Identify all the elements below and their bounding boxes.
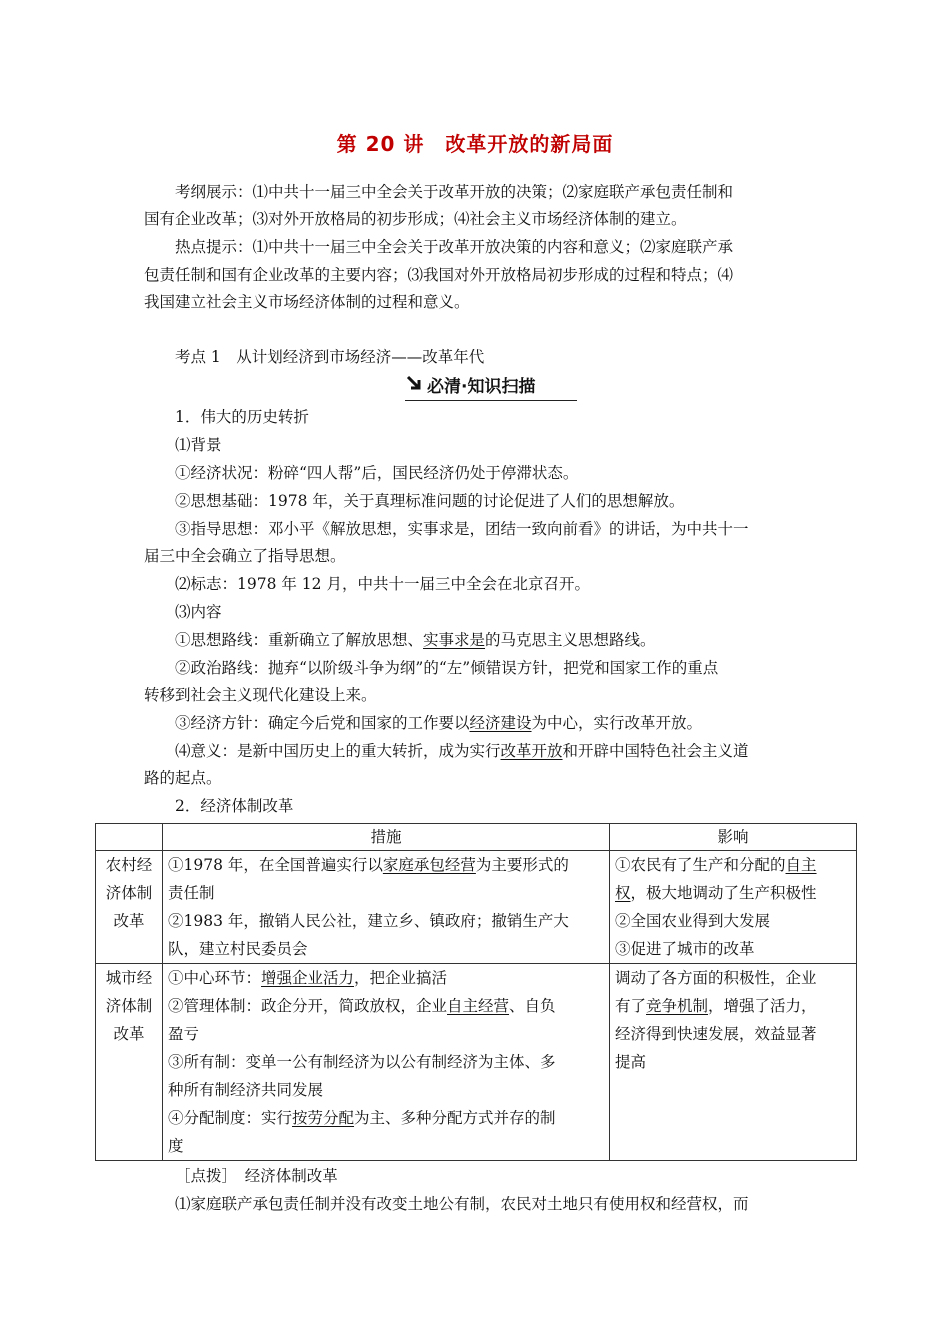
kaogang-line-2: 国有企业改革；⑶对外开放格局的初步形成；⑷社会主义市场经济体制的建立。 bbox=[144, 210, 687, 228]
dianbo-label: ［点拨］ 经济体制改革 bbox=[175, 1167, 338, 1185]
bg-item-2: ②思想基础：1978 年，关于真理标准问题的讨论促进了人们的思想解放。 bbox=[175, 492, 685, 510]
rural-measures: ①1978 年，在全国普遍实行以家庭承包经营为主要形式的 责任制 ②1983 年，撤销人民公社，建立乡、镇政府；撤销生产大 队，建立村民委员会 bbox=[163, 851, 610, 964]
bg-item-1: ①经济状况：粉碎“四人帮”后，国民经济仍处于停滞状态。 bbox=[175, 464, 579, 482]
urban-category: 城市经济体制改革 bbox=[96, 964, 163, 1161]
dianbo-line-1: ⑴家庭联产承包责任制并没有改变土地公有制，农民对土地只有使用权和经营权，而 bbox=[175, 1195, 749, 1213]
meaning-line-1: ⑷意义：是新中国历史上的重大转折，成为实行改革开放和开辟中国特色社会主义道 bbox=[175, 742, 749, 760]
section1-heading: 1．伟大的历史转折 bbox=[175, 408, 309, 426]
meaning-line-2: 路的起点。 bbox=[144, 769, 222, 787]
knowledge-scan-banner bbox=[405, 374, 577, 401]
redian-line-3: 我国建立社会主义市场经济体制的过程和意义。 bbox=[144, 293, 470, 311]
urban-measures: ①中心环节：增强企业活力，把企业搞活 ②管理体制：政企分开，简政放权，企业自主经营、自负 盈亏 ③所有制：变单一公有制经济为以公有制经济为主体、多 种所有制经济共同发展 ④分配制度：实行按劳分配为主、多种分配方式并存的制 度 bbox=[163, 964, 610, 1161]
effects-header: 影响 bbox=[610, 824, 857, 851]
urban-effects: 调动了各方面的积极性，企业 有了竞争机制，增强了活力， 经济得到快速发展，效益显著 提高 bbox=[610, 964, 857, 1161]
section2-heading: 2．经济体制改革 bbox=[175, 797, 294, 815]
arrow-down-right-icon bbox=[405, 374, 427, 399]
page-title: 第 20 讲 改革开放的新局面 bbox=[336, 132, 614, 156]
bg-item-3b: 届三中全会确立了指导思想。 bbox=[144, 547, 346, 565]
sign-line: ⑵标志：1978 年 12 月，中共十一届三中全会在北京召开。 bbox=[175, 575, 590, 593]
content-item-3: ③经济方针：确定今后党和国家的工作要以经济建设为中心，实行改革开放。 bbox=[175, 714, 703, 732]
redian-line-1: 热点提示：⑴中共十一届三中全会关于改革开放决策的内容和意义；⑵家庭联产承 bbox=[175, 238, 734, 256]
measures-header: 措施 bbox=[163, 824, 610, 851]
content-heading: ⑶内容 bbox=[175, 603, 222, 621]
kaogang-line-1: 考纲展示：⑴中共十一届三中全会关于改革开放的决策；⑵家庭联产承包责任制和 bbox=[175, 183, 734, 201]
rural-effects: ①农民有了生产和分配的自主 权，极大地调动了生产积极性 ②全国农业得到大发展 ③促进了城市的改革 bbox=[610, 851, 857, 964]
bg-item-3a: ③指导思想：邓小平《解放思想，实事求是，团结一致向前看》的讲话，为中共十一 bbox=[175, 520, 749, 538]
content-item-1: ①思想路线：重新确立了解放思想、实事求是的马克思主义思想路线。 bbox=[175, 631, 656, 649]
rural-category: 农村经济体制改革 bbox=[96, 851, 163, 964]
content-item-2a: ②政治路线：抛弃“以阶级斗争为纲”的“左”倾错误方针，把党和国家工作的重点 bbox=[175, 659, 719, 677]
table-header-row bbox=[96, 824, 857, 851]
content-item-2b: 转移到社会主义现代化建设上来。 bbox=[144, 686, 377, 704]
redian-line-2: 包责任制和国有企业改革的主要内容；⑶我国对外开放格局初步形成的过程和特点；⑷ bbox=[144, 266, 734, 284]
table-row bbox=[96, 964, 857, 1161]
reform-table bbox=[95, 823, 857, 1161]
table-row bbox=[96, 851, 857, 964]
kaodian-heading: 考点 1 从计划经济到市场经济——改革年代 bbox=[175, 348, 485, 366]
table-corner-cell bbox=[96, 824, 163, 851]
bg-heading: ⑴背景 bbox=[175, 436, 222, 454]
knowledge-scan-label: 必清·知识扫描 bbox=[427, 377, 536, 397]
